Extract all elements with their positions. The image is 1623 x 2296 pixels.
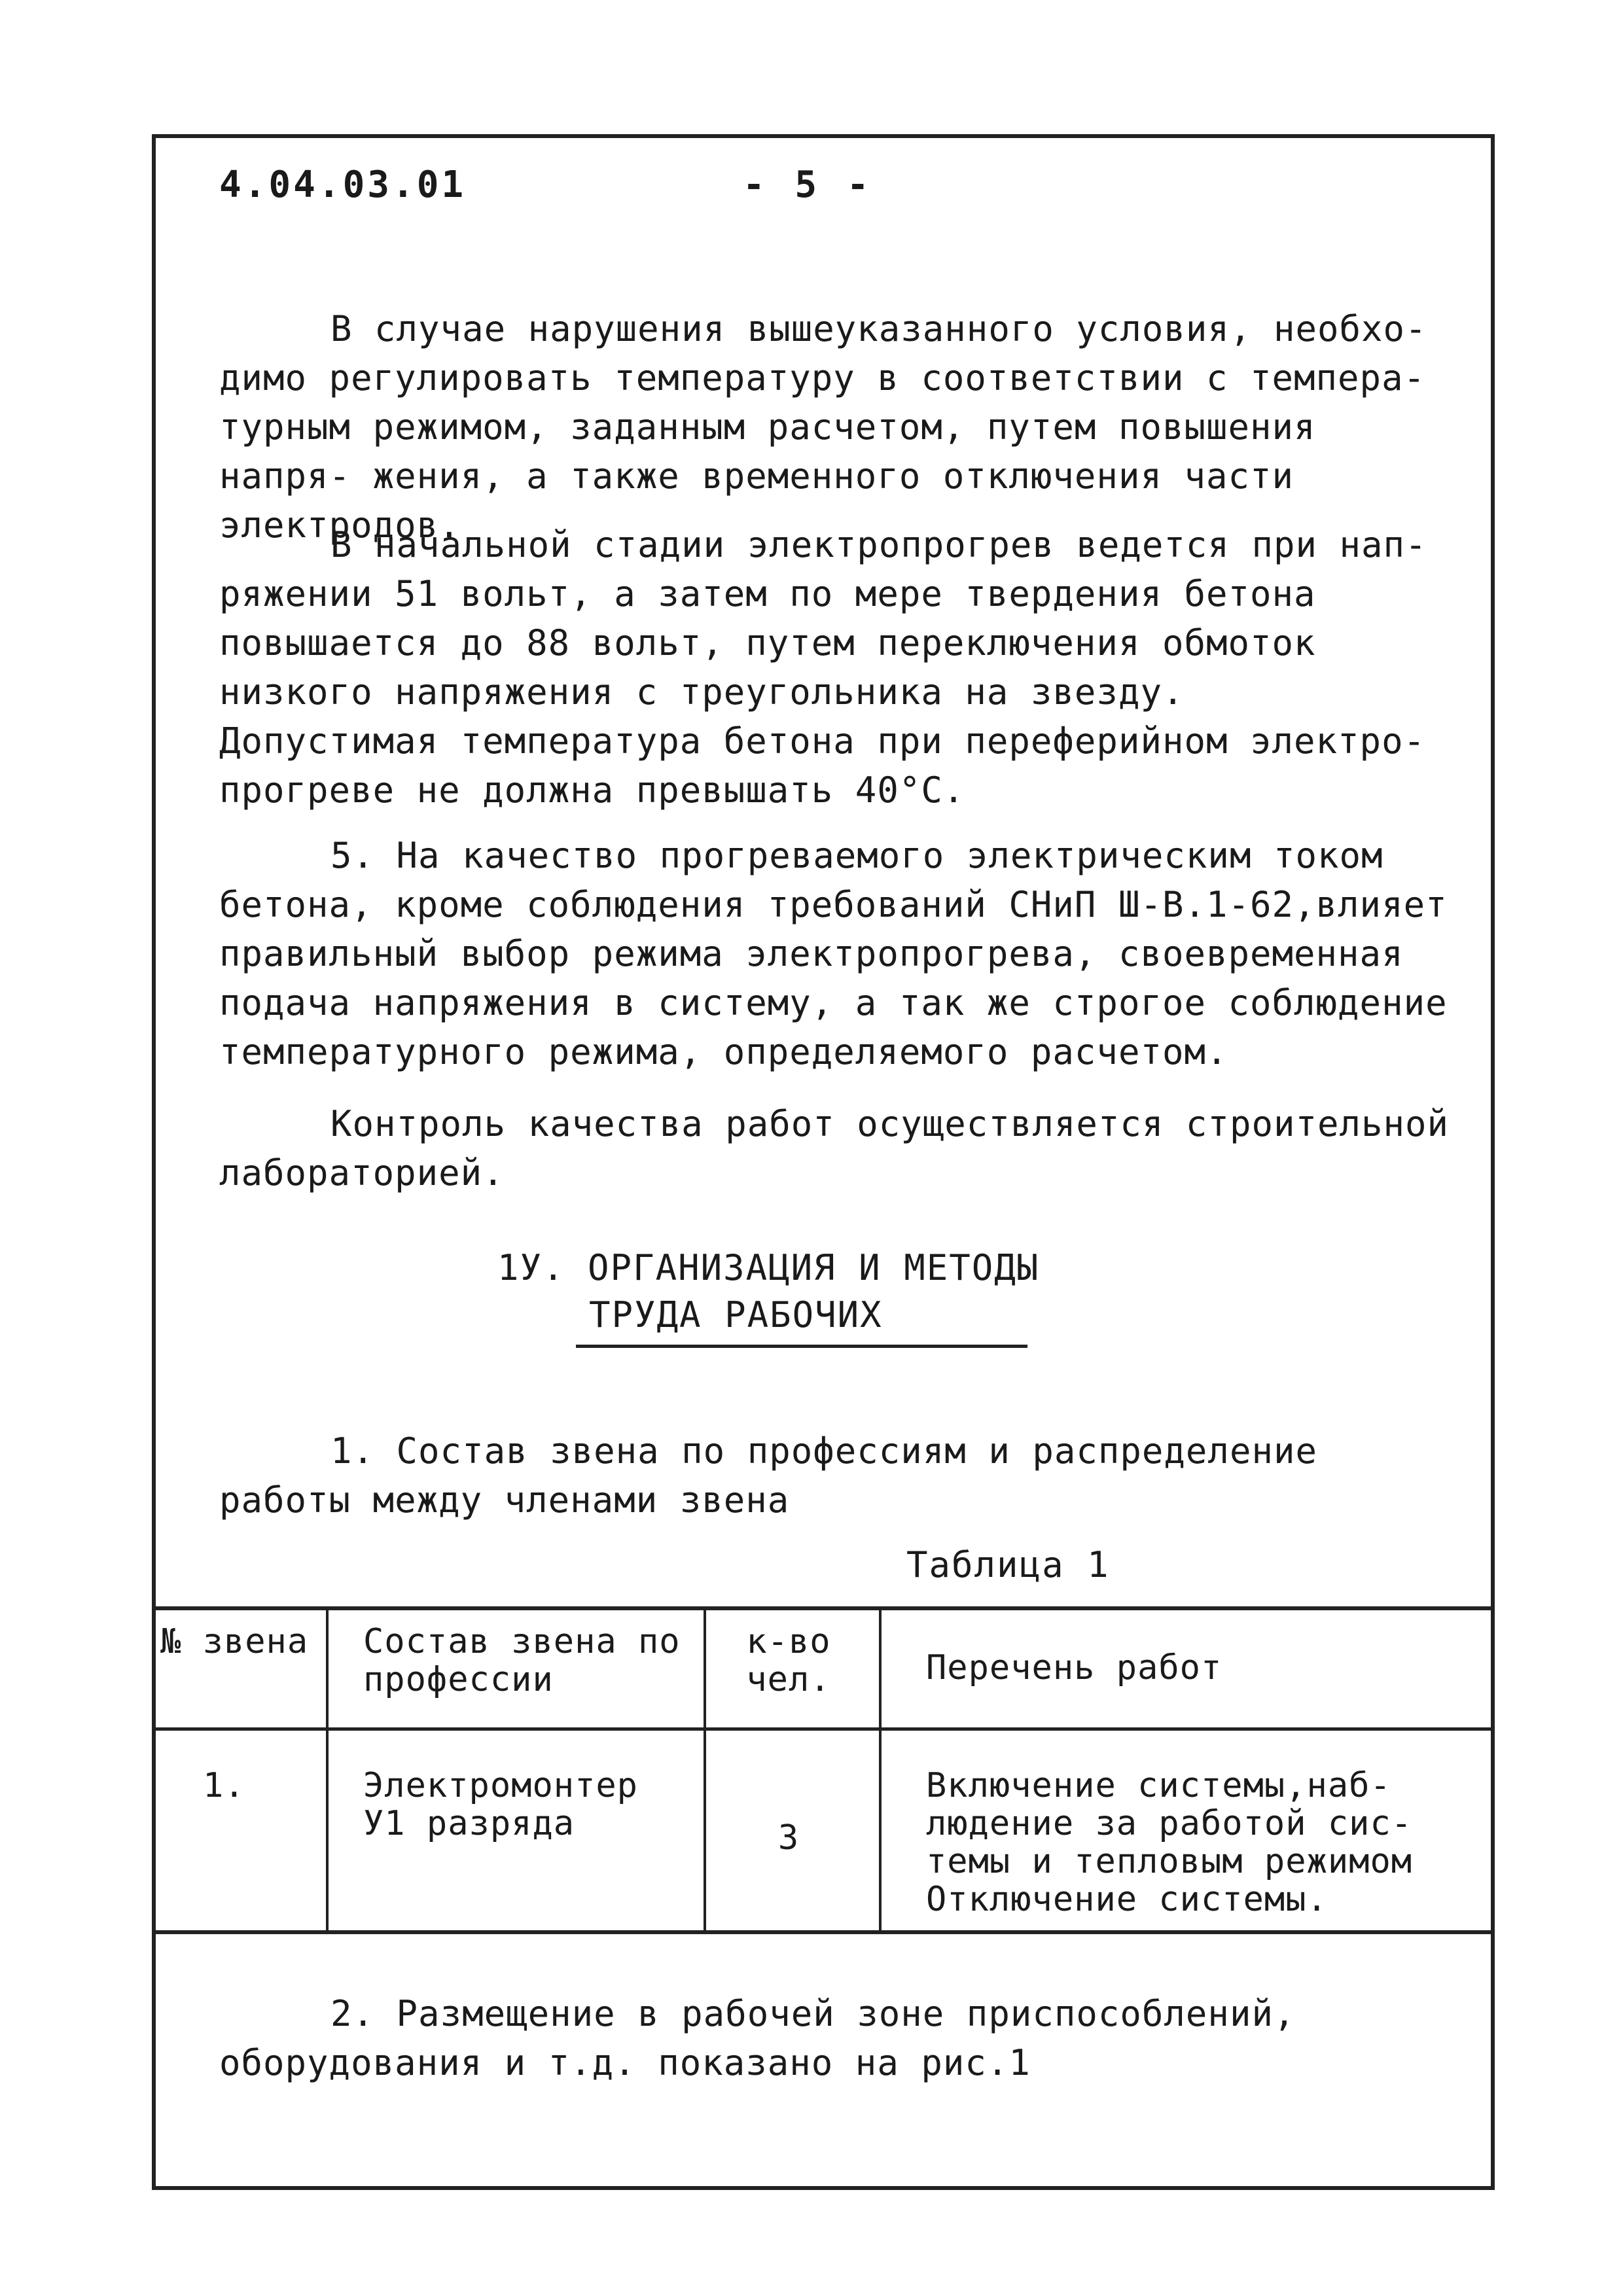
table-header-composition: Состав звена по профессии (363, 1622, 681, 1699)
table-top-border (152, 1606, 1491, 1610)
paragraph-block-3 (219, 831, 1463, 1076)
table-header-no: № звена (160, 1622, 309, 1661)
table-cell-no: 1. (203, 1766, 245, 1805)
section-title-line2: ТРУДА РАБОЧИХ (589, 1294, 883, 1335)
paragraph-block-1 (219, 304, 1463, 550)
section-title-line1: 1У. ОРГАНИЗАЦИЯ И МЕТОДЫ (497, 1247, 1040, 1288)
page-number: - 5 - (743, 164, 873, 206)
table-header-divider (152, 1727, 1491, 1731)
table-col-divider-1 (326, 1606, 329, 1930)
paragraph-allowed-temperature: Допустимая температура бетона при переферийном электро- прогреве не должна превышать 40°С. (219, 720, 1426, 811)
table-col-divider-3 (879, 1606, 882, 1930)
section-title-underline (576, 1345, 1027, 1348)
table-header-works: Перечень работ (926, 1648, 1222, 1687)
document-code: 4.04.03.01 (219, 164, 467, 206)
paragraph-quality: 5. На качество прогреваемого электрическим током бетона, кроме соблюдения требований СНиП Ш-В.1-62,влияет правильный выбор режима электропрогрева, своевременная подача напряжения в систему, а так же строгое соблюдение температурного режима, определяемого расчетом. (219, 835, 1448, 1072)
paragraph-quality-control: Контроль качества работ осуществляется строительной лабораторией. (219, 1103, 1450, 1193)
item-2-text: 2. Размещение в рабочей зоне приспособлений, оборудования и т.д. показано на рис.1 (219, 1993, 1296, 2083)
table-header-count: к-во чел. (746, 1622, 831, 1699)
table-bottom-border (152, 1930, 1491, 1934)
table-cell-composition: Электромонтер У1 разряда (363, 1766, 638, 1843)
item-1-text: 1. Состав звена по профессиям и распределение работы между членами звена (219, 1430, 1317, 1521)
item-2-block (219, 1989, 1463, 2087)
paragraph-initial-stage: В начальной стадии электропрогрев ведется при нап- ряжении 51 вольт, а затем по мере твердения бетона повышается до 88 вольт, путем переключения обмоток низкого напряжения с треугольника на звезду. (219, 524, 1427, 713)
paragraph-block-4 (219, 1099, 1463, 1197)
paragraph-block-2 (219, 520, 1463, 815)
table-col-divider-2 (704, 1606, 706, 1930)
table-cell-works: Включение системы,наб- людение за работой сис- темы и тепловым режимом Отключение системы. (926, 1766, 1413, 1919)
item-1-block (219, 1426, 1463, 1525)
table-caption: Таблица 1 (906, 1544, 1110, 1585)
table-cell-count: 3 (777, 1818, 800, 1858)
paragraph-temperature-regulation: В случае нарушения вышеуказанного условия, необхо- димо регулировать температуру в соответствии с темпера- турным режимом, заданным расчетом, путем повышения напря- жения, а также временного отключения части электродов. (219, 308, 1427, 546)
